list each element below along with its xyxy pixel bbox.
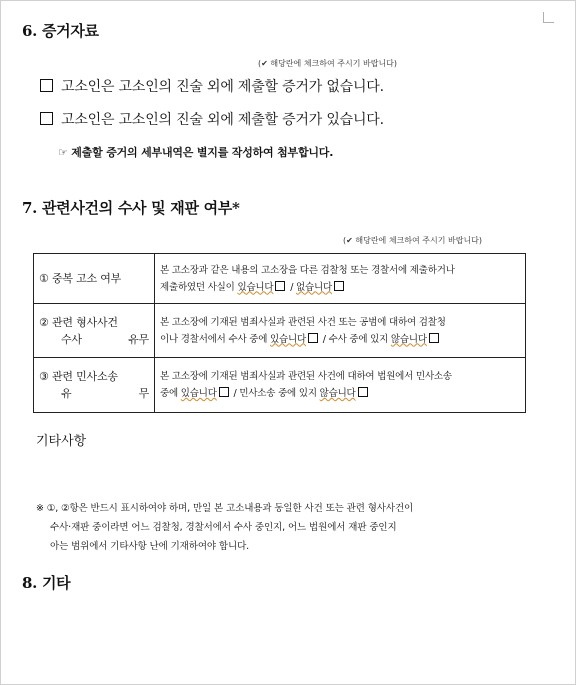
section-8-title: 8. 기타 bbox=[22, 574, 71, 592]
table-row bbox=[34, 304, 526, 358]
duplicate-no-checkbox[interactable] bbox=[334, 281, 344, 291]
section-6-title: 6. 증거자료 bbox=[22, 22, 99, 40]
evidence-option-exists[interactable] bbox=[40, 109, 384, 129]
table-row bbox=[34, 358, 526, 413]
table-row bbox=[34, 254, 526, 304]
no-option-text: 않습니다 bbox=[319, 388, 356, 399]
evidence-none-label: 고소인은 고소인의 진술 외에 제출할 증거가 없습니다. bbox=[61, 79, 384, 95]
duplicate-yes-checkbox[interactable] bbox=[275, 281, 285, 291]
section-6-hint: (✔ 해당란에 체크하여 주시기 바랍니다) bbox=[258, 59, 398, 68]
section-7-title: 7. 관련사건의 수사 및 재판 여부* bbox=[22, 199, 240, 217]
no-option-text: 없습니다 bbox=[296, 281, 332, 293]
related-civil-label: ③ 관련 민사소송 유 무 bbox=[34, 358, 155, 413]
related-criminal-label: ② 관련 형사사건 수사 유무 bbox=[34, 304, 155, 358]
yes-option-text: 있습니다 bbox=[180, 388, 217, 399]
no-option-text: 않습니다 bbox=[390, 333, 427, 345]
yes-option-text: 있습니다 bbox=[270, 333, 306, 345]
duplicate-complaint-label: ① 중복 고소 여부 bbox=[34, 254, 155, 304]
section-7-footnote: ※ ①, ②항은 반드시 표시하여야 하며, 만일 본 고소내용과 동일한 사건 또는 관련 형사사건이 수사·재판 중이라면 어느 검찰청, 경찰서에서 수사 중인지, 어느 법원에서 재판 중인지 아는 범위에서 기타사항 난에 기재하여야 합니다. bbox=[36, 503, 414, 552]
civil-yes-checkbox[interactable] bbox=[219, 387, 229, 397]
evidence-none-checkbox[interactable] bbox=[40, 79, 53, 92]
related-cases-table bbox=[33, 253, 526, 413]
criminal-no-checkbox[interactable] bbox=[429, 333, 439, 343]
other-matters-label: 기타사항 bbox=[36, 434, 87, 449]
duplicate-complaint-text: 본 고소장과 같은 내용의 고소장을 다른 검찰청 또는 경찰서에 제출하거나 제출하였던 사실이 있습니다 / 없습니다 bbox=[155, 254, 526, 304]
evidence-option-none[interactable] bbox=[40, 76, 384, 96]
related-criminal-text: 본 고소장에 기재된 범죄사실과 관련된 사건 또는 공범에 대하여 검찰청 이나 경찰서에서 수사 중에 있습니다 / 수사 중에 있지 않습니다 bbox=[155, 304, 526, 358]
section-7-hint: (✔ 해당란에 체크하여 주시기 바랍니다) bbox=[343, 236, 483, 245]
evidence-attachment-note: ☞ 제출할 증거의 세부내역은 별지를 작성하여 첨부합니다. bbox=[58, 146, 334, 159]
related-civil-text: 본 고소장에 기재된 범죄사실과 관련된 사건에 대하여 법원에서 민사소송 중에 있습니다 / 민사소송 중에 있지 않습니다 bbox=[155, 358, 526, 413]
yes-option-text: 있습니다 bbox=[237, 281, 274, 293]
evidence-exists-label: 고소인은 고소인의 진술 외에 제출할 증거가 있습니다. bbox=[61, 112, 384, 128]
criminal-yes-checkbox[interactable] bbox=[308, 333, 318, 343]
page-corner-mark bbox=[543, 12, 554, 23]
evidence-exists-checkbox[interactable] bbox=[40, 112, 53, 125]
civil-no-checkbox[interactable] bbox=[358, 387, 368, 397]
